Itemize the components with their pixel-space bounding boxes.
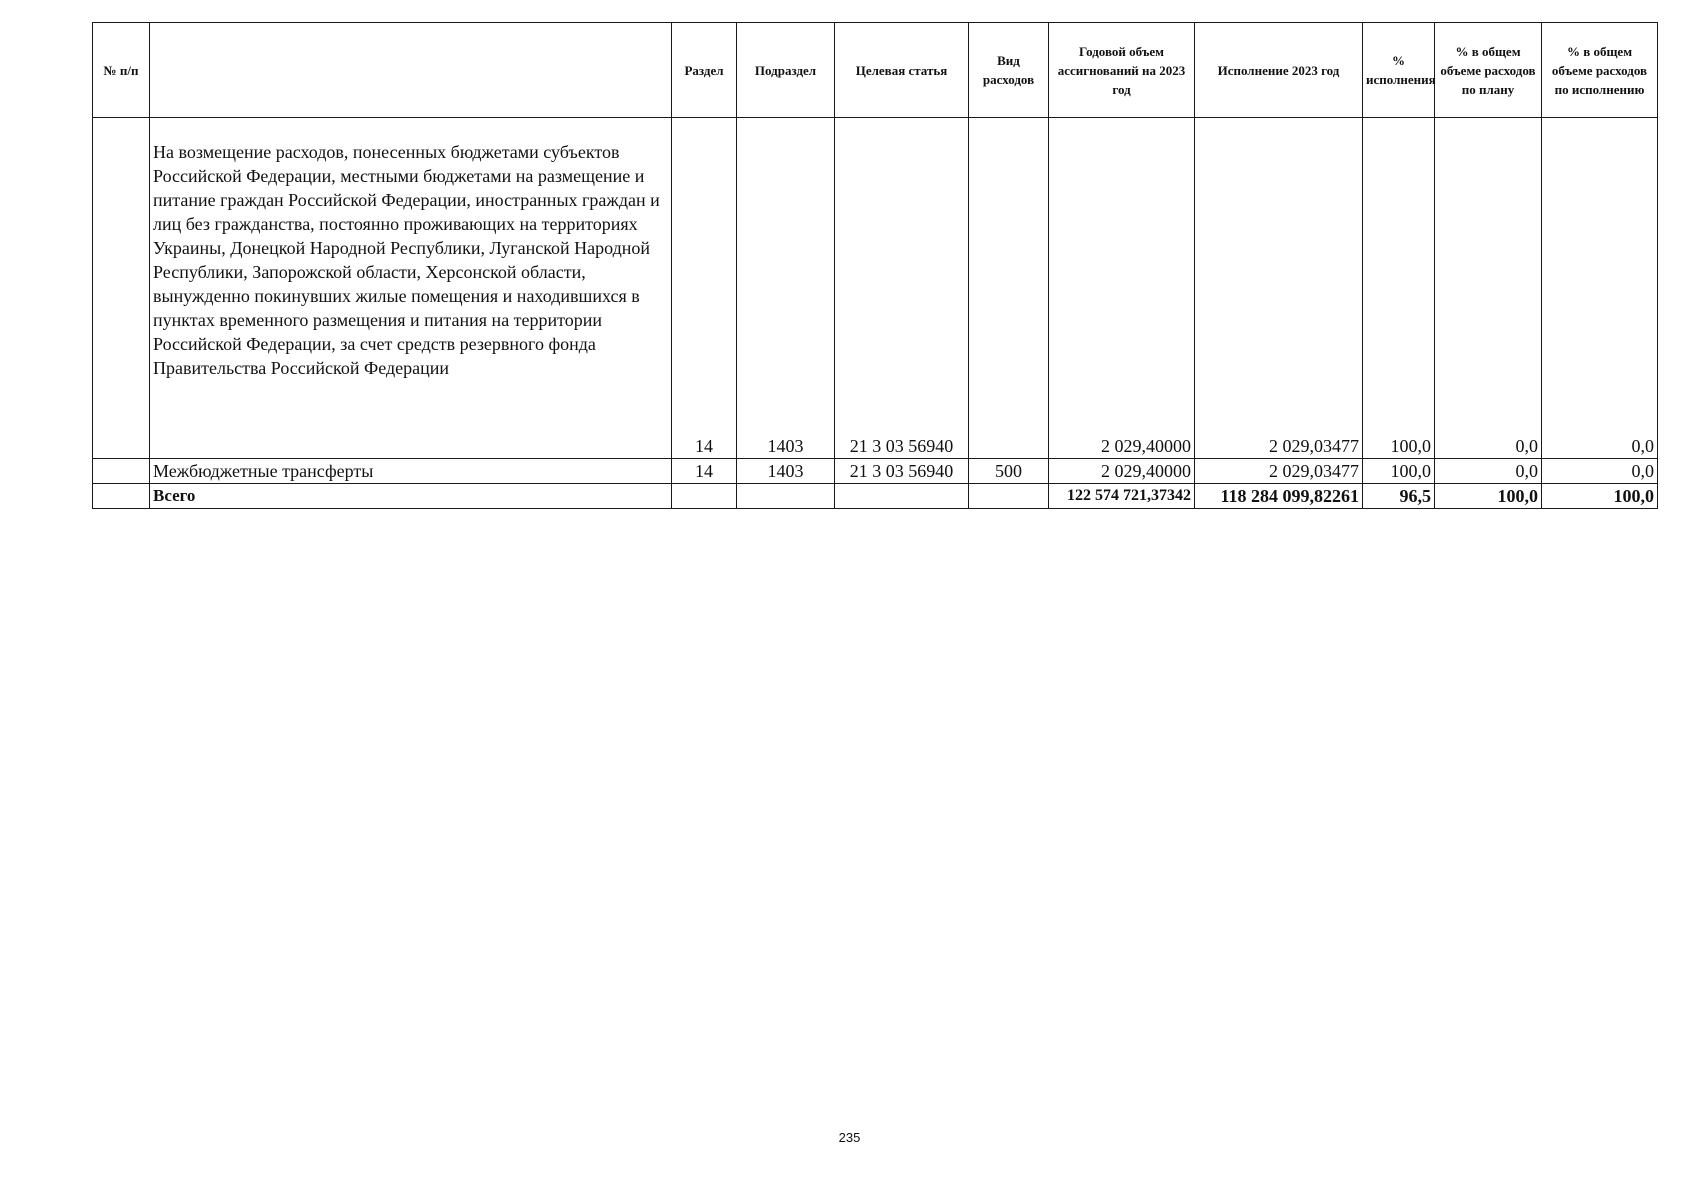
header-pct-plan: % в общем объеме расходов по плану (1435, 23, 1542, 118)
cell-ispolnenie: 2 029,03477 (1195, 118, 1363, 459)
cell-num (93, 459, 150, 484)
table-header-row (93, 23, 1658, 118)
cell-podrazdel: 1403 (737, 459, 835, 484)
cell-pct: 96,5 (1363, 484, 1435, 509)
cell-podrazdel (737, 484, 835, 509)
table-row (93, 118, 1658, 459)
cell-vid-rashodov (969, 484, 1049, 509)
header-pct-ispolnenie: % в общем объеме расходов по исполнению (1542, 23, 1658, 118)
cell-vid-rashodov: 500 (969, 459, 1049, 484)
cell-name: На возмещение расходов, понесенных бюджетами субъектов Российской Федерации, местными бюджетами на размещение и питание граждан Российской Федерации, иностранных граждан и лиц без гражданства, постоянно проживающих на территориях Украины, Донецкой Народной Республики, Луганской Народной Республики, Запорожской области, Херсонской области, вынужденно покинувших жилые помещения и находившихся в пунктах временного размещения и питания на территории Российской Федерации, за счет средств резервного фонда Правительства Российской Федерации (150, 118, 672, 459)
header-ispolnenie-2023: Исполнение 2023 год (1195, 23, 1363, 118)
cell-pct-plan: 0,0 (1435, 459, 1542, 484)
cell-num (93, 118, 150, 459)
cell-pct-ispolnenie: 100,0 (1542, 484, 1658, 509)
cell-pct-ispolnenie: 0,0 (1542, 459, 1658, 484)
cell-vid-rashodov (969, 118, 1049, 459)
page-number: 235 (838, 1130, 861, 1145)
cell-pct-ispolnenie: 0,0 (1542, 118, 1658, 459)
header-name (150, 23, 672, 118)
budget-execution-table (92, 22, 1658, 509)
cell-plan: 2 029,40000 (1049, 118, 1195, 459)
cell-celevaya-statya: 21 3 03 56940 (835, 118, 969, 459)
cell-celevaya-statya (835, 484, 969, 509)
header-pct-ispolneniya: % исполнения (1363, 23, 1435, 118)
cell-plan: 122 574 721,37342 (1049, 484, 1195, 509)
cell-celevaya-statya: 21 3 03 56940 (835, 459, 969, 484)
cell-razdel: 14 (672, 118, 737, 459)
cell-plan: 2 029,40000 (1049, 459, 1195, 484)
cell-razdel (672, 484, 737, 509)
cell-num (93, 484, 150, 509)
header-podrazdel: Подраздел (737, 23, 835, 118)
table-total-row (93, 484, 1658, 509)
header-razdel: Раздел (672, 23, 737, 118)
table-row (93, 459, 1658, 484)
cell-name: Всего (150, 484, 672, 509)
header-num: № п/п (93, 23, 150, 118)
cell-pct-plan: 0,0 (1435, 118, 1542, 459)
cell-name: Межбюджетные трансферты (150, 459, 672, 484)
header-celevaya-statya: Целевая статья (835, 23, 969, 118)
cell-ispolnenie: 2 029,03477 (1195, 459, 1363, 484)
header-vid-rashodov: Вид расходов (969, 23, 1049, 118)
cell-razdel: 14 (672, 459, 737, 484)
cell-pct-plan: 100,0 (1435, 484, 1542, 509)
cell-pct: 100,0 (1363, 118, 1435, 459)
cell-pct: 100,0 (1363, 459, 1435, 484)
cell-ispolnenie: 118 284 099,82261 (1195, 484, 1363, 509)
header-plan-2023: Годовой объем ассигнований на 2023 год (1049, 23, 1195, 118)
cell-podrazdel: 1403 (737, 118, 835, 459)
